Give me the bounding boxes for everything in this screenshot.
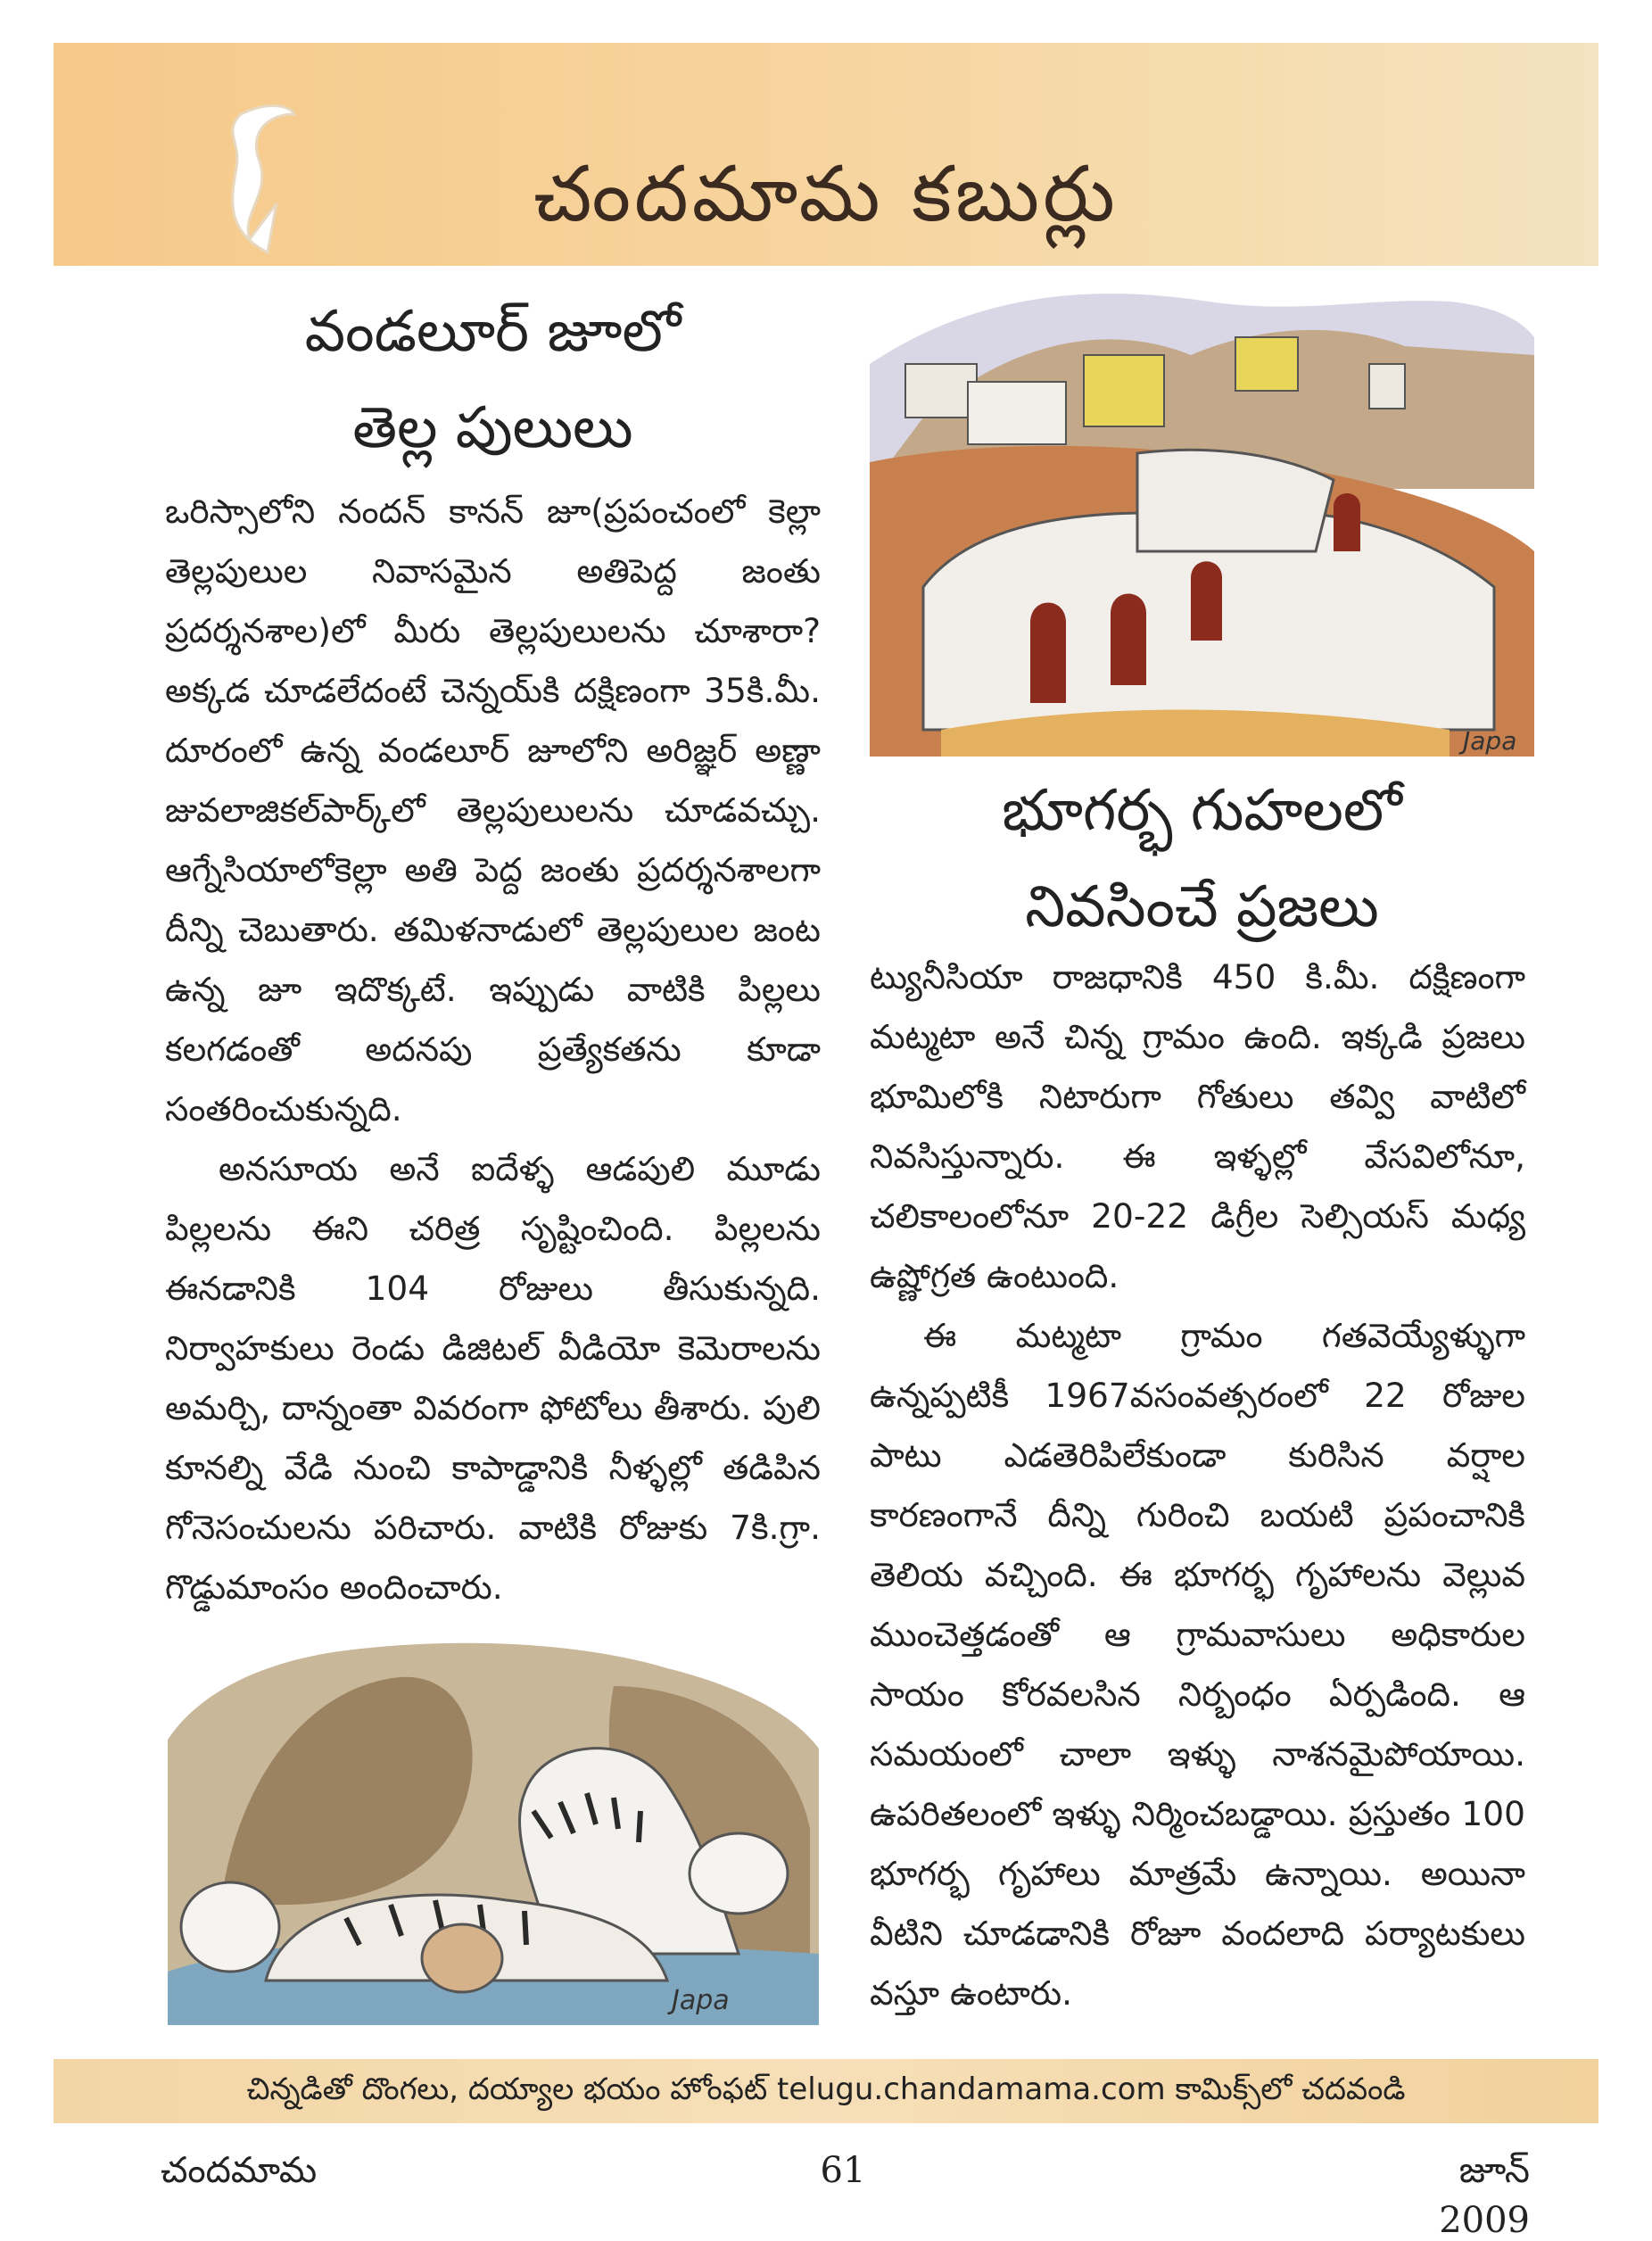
article1-paragraph: ఒరిస్సాలోని నందన్ కానన్ జూ(ప్రపంచంలో కెల్లా తెల్లపులుల నివాసమైన అతిపెద్ద జంతు ప్రదర్శనశాల)లో మీరు తెల్లపులులను చూశారా? అక్కడ చూడలేదంటే చెన్నయ్‌కి దక్షిణంగా 35కి.మీ. దూరంలో ఉన్న వండలూర్ జూలోని అరిజ్ఞర్ అణ్ణా జువలాజికల్‌పార్క్‌లో తెల్లపులులను చూడవచ్చు. ఆగ్నేసియాలోకెల్లా అతి పెద్ద జంతు ప్రదర్శనశాలగా దీన్ని చెబుతారు. తమిళనాడులో తెల్లపులుల జంట ఉన్న జూ ఇదొక్కటే. ఇప్పుడు వాటికి పిల్లలు కలగడంతో అదనపు ప్రత్యేకతను కూడా సంతరించుకున్నది.	[165, 492, 821, 1129]
article2-heading-line1: భూగర్భ గుహలలో	[1002, 778, 1402, 844]
article1-paragraph: అనసూయ అనే ఐదేళ్ళ ఆడపులి మూడు పిల్లలను ఈని చరిత్ర సృష్టించింది. పిల్లలను ఈనడానికి 104 రోజులు తీసుకున్నది. నిర్వాహకులు రెండు డిజిటల్ వీడియో కెమెరాలను అమర్చి, దాన్నంతా వివరంగా ఫోటోలు తీశారు. పులి కూనల్ని వేడి నుంచి కాపాడ్డానికి నీళ్ళల్లో తడిపిన గోనెసంచులను పరిచారు. వాటికి రోజుకు 7కి.గ్రా. గొడ్డుమాంసం అందించారు.	[165, 1149, 821, 1607]
section-title: చందమామ కబుర్లు	[533, 150, 1119, 239]
white-tigers-illustration	[168, 1633, 819, 2025]
header-banner	[54, 43, 1598, 266]
illustration-signature: Japa	[1463, 726, 1517, 756]
article2-heading	[870, 763, 1534, 955]
issue-date: జూన్ 2009	[1439, 2150, 1530, 2241]
article1-heading-line2: తెల్ల పులులు	[352, 395, 633, 461]
illustration-signature: Japa	[672, 1985, 730, 2016]
article2-body	[870, 947, 1525, 2023]
cave-village-illustration	[870, 284, 1534, 757]
article1-body	[165, 482, 821, 1617]
article1-heading	[165, 284, 821, 476]
promo-strip	[54, 2059, 1598, 2123]
article2-paragraph: ఈ మట్మటా గ్రామం గతవెయ్యేళ్ళుగా ఉన్నప్పటికీ 1967వసంవత్సరంలో 22 రోజుల పాటు ఎడతెరిపిలేకుండా కురిసిన వర్షాల కారణంగానే దీన్ని గురించి బయటి ప్రపంచానికి తెలియ వచ్చింది. ఈ భూగర్భ గృహాలను వెల్లువ ముంచెత్తడంతో ఆ గ్రామవాసులు అధికారుల సాయం కోరవలసిన నిర్బంధం ఏర్పడింది. ఆ సమయంలో చాలా ఇళ్ళు నాశనమైపోయాయి. ఉపరితలంలో ఇళ్ళు నిర్మించబడ్డాయి. ప్రస్తుతం 100 భూగర్భ గృహాలు మాత్రమే ఉన్నాయి. అయినా వీటిని చూడడానికి రోజూ వందలాది పర్యాటకులు వస్తూ ఉంటారు.	[870, 1316, 1525, 2013]
article2-heading-line2: నివసించే ప్రజలు	[1025, 874, 1379, 940]
article1-heading-line1: వండలూర్ జూలో	[304, 299, 681, 365]
page-number: 61	[820, 2150, 866, 2191]
promo-text: చిన్నడితో దొంగలు, దయ్యాల భయం హోంఫట్ telugu.chandamama.com కామిక్స్‌లో చదవండి	[246, 2071, 1406, 2107]
article2-paragraph: ట్యునీసియా రాజధానికి 450 కి.మీ. దక్షిణంగా మట్మటా అనే చిన్న గ్రామం ఉంది. ఇక్కడి ప్రజలు భూమిలోకి నిటారుగా గోతులు తవ్వి వాటిలో నివసిస్తున్నారు. ఈ ఇళ్ళల్లో వేసవిలోనూ, చలికాలంలోనూ 20-22 డిగ్రీల సెల్సియస్ మధ్య ఉష్ణోగ్రత ఉంటుంది.	[870, 957, 1525, 1295]
magazine-name: చందమామ	[161, 2150, 318, 2191]
